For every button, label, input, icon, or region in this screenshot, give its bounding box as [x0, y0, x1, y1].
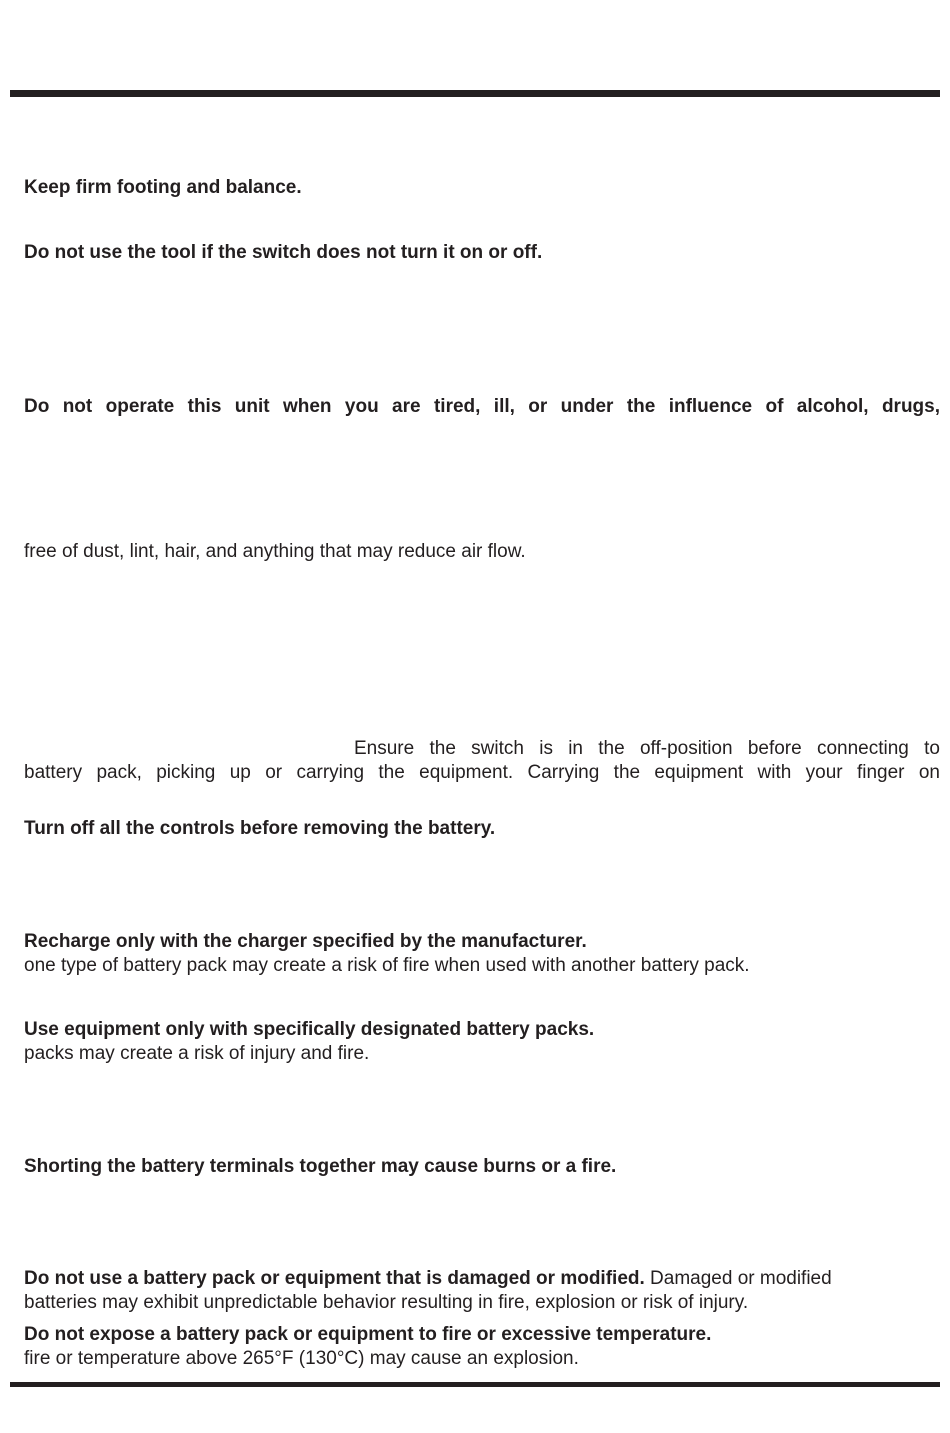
airflow-text: free of dust, lint, hair, and anything that may reduce air flow. — [24, 541, 526, 562]
operate-heading: Do not operate this unit when you are tired, ill, or under the influence of alcohol, drugs, — [24, 396, 940, 417]
switch-heading: Do not use the tool if the switch does not turn it on or off. — [24, 242, 543, 263]
battery-packs-text: packs may create a risk of injury and fire. — [24, 1043, 370, 1064]
shorting-heading: Shorting the battery terminals together may cause burns or a fire. — [24, 1156, 617, 1177]
top-rule — [10, 90, 940, 97]
damaged-text-start: Damaged or modified — [644, 1268, 832, 1289]
battery-packs-heading: Use equipment only with specifically designated battery packs. — [24, 1019, 595, 1040]
charger-text: one type of battery pack may create a risk of fire when used with another battery pack. — [24, 955, 750, 976]
charger-heading: Recharge only with the charger specified by the manufacturer. — [24, 931, 587, 952]
carrying-text: battery pack, picking up or carrying the equipment. Carrying the equipment with your finger on — [24, 762, 940, 783]
damaged-line — [24, 1268, 832, 1290]
controls-heading: Turn off all the controls before removing the battery. — [24, 818, 496, 839]
bottom-rule — [10, 1382, 940, 1387]
switch-off-text: Ensure the switch is in the off-position before connecting to — [354, 738, 940, 759]
fire-heading: Do not expose a battery pack or equipment to fire or excessive temperature. — [24, 1324, 712, 1345]
damaged-heading: Do not use a battery pack or equipment that is damaged or modified. — [24, 1268, 645, 1289]
footing-heading: Keep firm footing and balance. — [24, 177, 302, 198]
fire-text: fire or temperature above 265°F (130°C) may cause an explosion. — [24, 1348, 579, 1369]
damaged-text: batteries may exhibit unpredictable behavior resulting in fire, explosion or risk of injury. — [24, 1292, 749, 1313]
